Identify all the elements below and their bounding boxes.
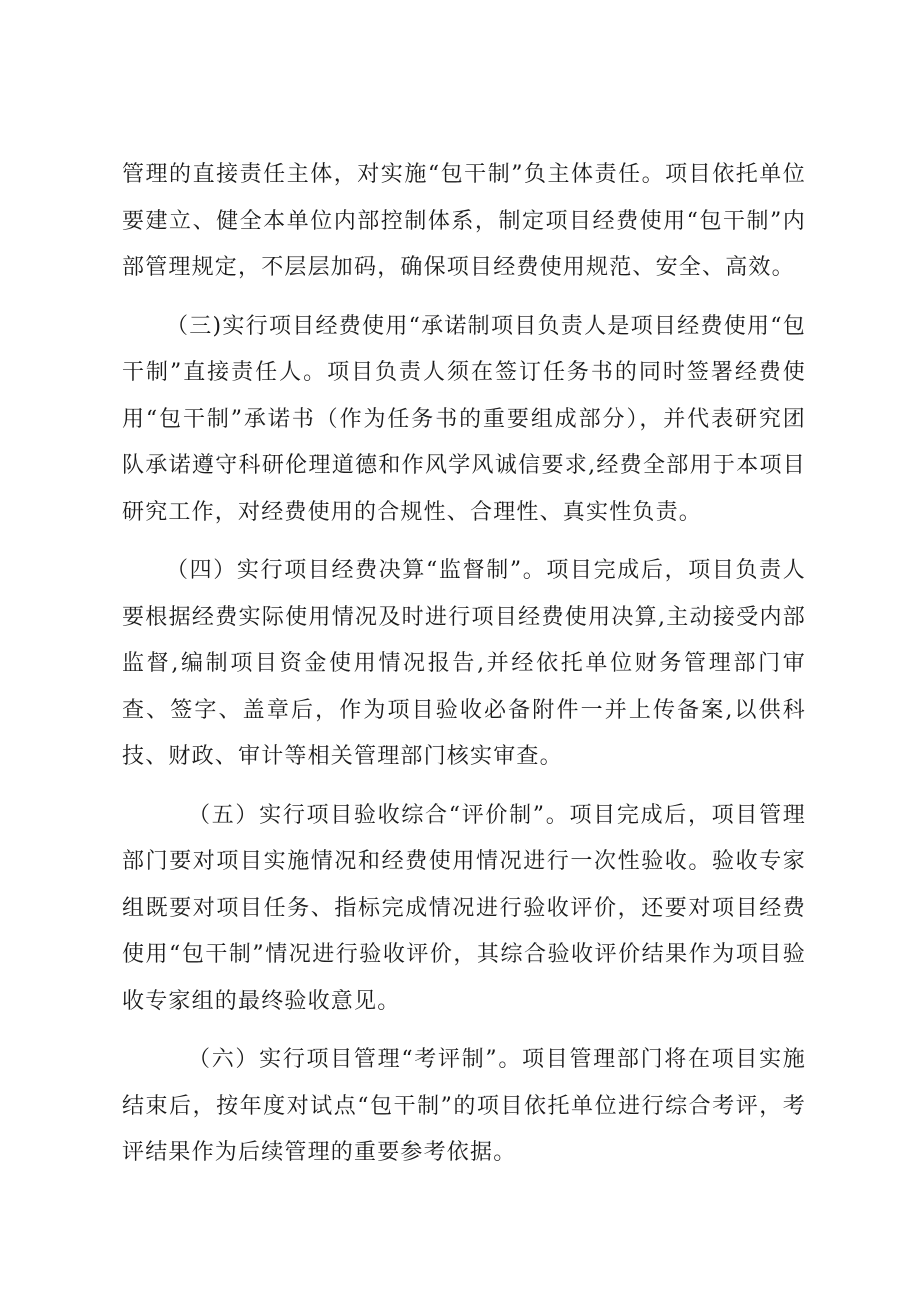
paragraph-section-4: （四）实行项目经费决算“监督制”。项目完成后，项目负责人要根据经费实际使用情况及时进行项目经费使用决算,主动接受内部监督,编制项目资金使用情况报告,并经依托单位财务管理部门审查、签字、盖章后，作为项目验收必备附件一并上传备案,以供科技、财政、审计等相关管理部门核实审查。 xyxy=(122,558,806,769)
paragraph-section-5: （五）实行项目验收综合“评价制”。项目完成后，项目管理部门要对项目实施情况和经费使用情况进行一次性验收。验收专家组既要对项目任务、指标完成情况进行验收评价，还要对项目经费使用“包干制”情况进行验收评价，其综合验收评价结果作为项目验收专家组的最终验收意见。 xyxy=(122,802,806,1014)
paragraph-continuation: 管理的直接责任主体，对实施“包干制”负主体责任。项目依托单位要建立、健全本单位内部控制体系，制定项目经费使用“包干制”内部管理规定，不层层加码，确保项目经费使用规范、安全、高效。 xyxy=(122,162,806,280)
paragraph-section-3: （三)实行项目经费使用“承诺制项目负责人是项目经费使用“包干制”直接责任人。项目负责人须在签订任务书的同时签署经费使用“包干制”承诺书（作为任务书的重要组成部分），并代表研究团队承诺遵守科研伦理道德和作风学风诚信要求,经费全部用于本项目研究工作，对经费使用的合规性、合理性、真实性负责。 xyxy=(122,313,806,525)
paragraph-section-6: （六）实行项目管理“考评制”。项目管理部门将在项目实施结束后，按年度对试点“包干制”的项目依托单位进行综合考评，考评结果作为后续管理的重要参考依据。 xyxy=(122,1047,806,1165)
document-body xyxy=(122,152,806,1189)
